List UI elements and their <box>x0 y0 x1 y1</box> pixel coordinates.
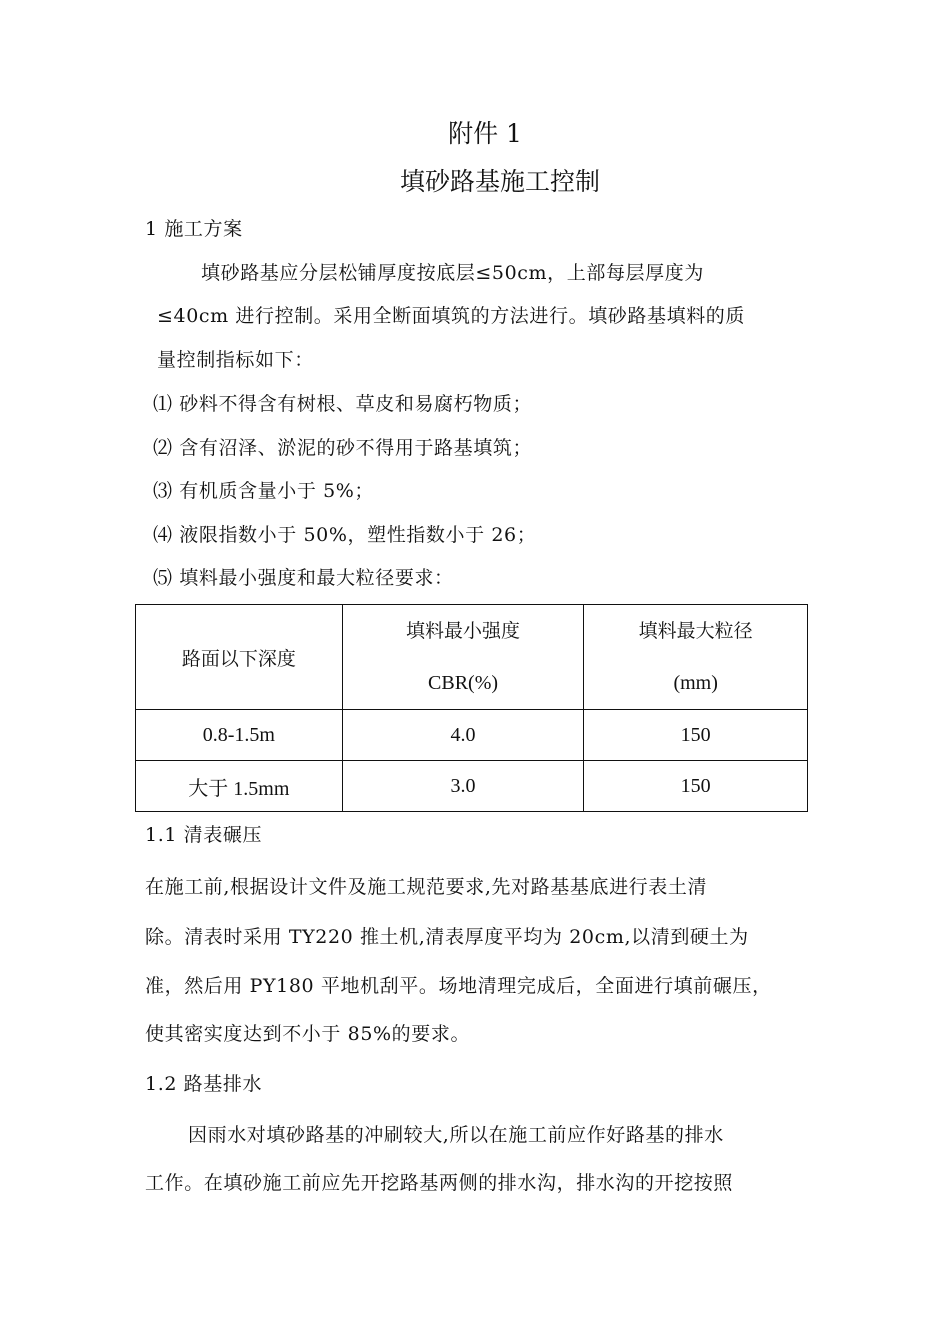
para2-line4: 使其密实度达到不小于 85%的要求。 <box>145 1023 471 1045</box>
section-1-1-heading: 1.1 清表碾压 <box>145 824 263 846</box>
cell-size: 150 <box>584 710 808 761</box>
para1-line2: ≤40cm 进行控制。采用全断面填筑的方法进行。填砂路基填料的质 <box>157 305 745 327</box>
cell-depth: 大于 1.5mm <box>136 761 343 812</box>
para2-line2: 除。清表时采用 TY220 推土机,清表厚度平均为 20cm,以清到硬土为 <box>145 926 749 948</box>
section-1-heading: 1 施工方案 <box>145 218 243 240</box>
header-cbr: 填料最小强度 CBR(%) <box>342 605 584 710</box>
table-row <box>136 761 808 812</box>
list-item: ⑴ 砂料不得含有树根、草皮和易腐朽物质； <box>153 393 533 415</box>
doc-title: 附件 1 <box>448 119 522 148</box>
cell-size: 150 <box>584 761 808 812</box>
header-depth: 路面以下深度 <box>136 605 343 710</box>
para2-line3: 准，然后用 PY180 平地机刮平。场地清理完成后，全面进行填前碾压， <box>145 975 772 997</box>
para3-line1: 因雨水对填砂路基的冲刷较大,所以在施工前应作好路基的排水 <box>188 1124 724 1146</box>
para1-line1: 填砂路基应分层松铺厚度按底层≤50cm，上部每层厚度为 <box>201 262 704 284</box>
section-1-2-heading: 1.2 路基排水 <box>145 1073 263 1095</box>
doc-subtitle: 填砂路基施工控制 <box>399 167 600 196</box>
cell-cbr: 3.0 <box>342 761 584 812</box>
cell-depth: 0.8-1.5m <box>136 710 343 761</box>
header-max-size: 填料最大粒径 (mm) <box>584 605 808 710</box>
list-item: ⑶ 有机质含量小于 5%； <box>153 480 375 502</box>
fill-requirements-table <box>135 604 808 812</box>
para3-line2: 工作。在填砂施工前应先开挖路基两侧的排水沟，排水沟的开挖按照 <box>145 1172 734 1194</box>
list-item: ⑵ 含有沼泽、淤泥的砂不得用于路基填筑； <box>153 437 533 459</box>
para2-line1: 在施工前,根据设计文件及施工规范要求,先对路基基底进行表土清 <box>145 876 708 898</box>
cell-cbr: 4.0 <box>342 710 584 761</box>
list-item: ⑸ 填料最小强度和最大粒径要求： <box>153 567 454 589</box>
table-row <box>136 710 808 761</box>
list-item: ⑷ 液限指数小于 50%，塑性指数小于 26； <box>153 524 537 546</box>
para1-line3: 量控制指标如下： <box>157 349 314 371</box>
table-header-row <box>136 605 808 710</box>
